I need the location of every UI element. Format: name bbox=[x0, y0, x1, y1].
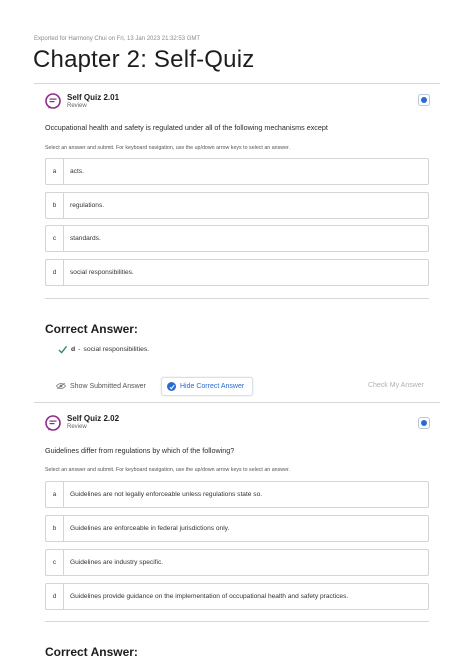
check-icon bbox=[58, 345, 67, 354]
quiz-card-2 bbox=[34, 404, 440, 636]
option-c[interactable] bbox=[45, 549, 429, 576]
option-text: standards. bbox=[70, 235, 101, 242]
option-text: Guidelines provide guidance on the implementation of occupational health and safety practices. bbox=[70, 593, 349, 600]
export-line: Exported for Harmony Chui on Fri, 13 Jan 2023 21:32:53 GMT bbox=[34, 36, 201, 42]
page-title: Chapter 2: Self-Quiz bbox=[33, 46, 255, 73]
eye-icon bbox=[56, 382, 66, 390]
answer-actions bbox=[34, 377, 440, 397]
instructions-text: Select an answer and submit. For keyboard navigation, use the up/down arrow keys to select an answer. bbox=[45, 145, 290, 151]
quiz-title: Self Quiz 2.02 bbox=[67, 414, 120, 423]
divider bbox=[45, 298, 429, 299]
option-text: Guidelines are industry specific. bbox=[70, 559, 164, 566]
correct-answer-text: social responsibilities. bbox=[83, 346, 150, 353]
option-text: social responsibilities. bbox=[70, 269, 134, 276]
question-text: Guidelines differ from regulations by which of the following? bbox=[45, 446, 235, 455]
question-text: Occupational health and safety is regulated under all of the following mechanisms except bbox=[45, 123, 328, 132]
option-a[interactable] bbox=[45, 481, 429, 508]
option-b[interactable] bbox=[45, 192, 429, 219]
hide-correct-answer-label: Hide Correct Answer bbox=[180, 383, 245, 390]
check-icon bbox=[167, 382, 176, 391]
show-submitted-answer-label: Show Submitted Answer bbox=[70, 382, 146, 390]
option-c[interactable] bbox=[45, 225, 429, 252]
chat-quiz-icon bbox=[45, 415, 61, 431]
show-submitted-answer-button[interactable] bbox=[56, 382, 146, 390]
instructions-text: Select an answer and submit. For keyboard navigation, use the up/down arrow keys to select an answer. bbox=[45, 467, 290, 473]
option-letter: d bbox=[46, 260, 64, 285]
option-b[interactable] bbox=[45, 515, 429, 542]
quiz-title: Self Quiz 2.01 bbox=[67, 93, 120, 102]
quiz-subtitle: Review bbox=[67, 103, 87, 109]
option-letter: b bbox=[46, 193, 64, 218]
chat-quiz-icon bbox=[45, 93, 61, 109]
option-letter: d bbox=[46, 584, 64, 609]
bookmark-dot-icon[interactable] bbox=[418, 94, 430, 106]
option-text: Guidelines are enforceable in federal jurisdictions only. bbox=[70, 525, 230, 532]
option-text: acts. bbox=[70, 168, 84, 175]
correct-answer-heading: Correct Answer: bbox=[45, 645, 138, 659]
hide-correct-answer-button[interactable] bbox=[161, 377, 253, 396]
check-my-answer-button[interactable]: Check My Answer bbox=[367, 382, 424, 389]
option-a[interactable] bbox=[45, 158, 429, 185]
option-text: regulations. bbox=[70, 202, 105, 209]
option-letter: c bbox=[46, 550, 64, 575]
correct-answer bbox=[58, 345, 149, 354]
quiz-card-1 bbox=[34, 84, 440, 299]
option-d[interactable] bbox=[45, 259, 429, 286]
option-letter: a bbox=[46, 159, 64, 184]
divider bbox=[45, 621, 429, 622]
correct-answer-letter: d bbox=[71, 346, 76, 353]
bookmark-dot-icon[interactable] bbox=[418, 417, 430, 429]
correct-answer-heading: Correct Answer: bbox=[45, 322, 138, 336]
option-text: Guidelines are not legally enforceable unless regulations state so. bbox=[70, 491, 263, 498]
option-letter: a bbox=[46, 482, 64, 507]
option-d[interactable] bbox=[45, 583, 429, 610]
option-letter: c bbox=[46, 226, 64, 251]
quiz-subtitle: Review bbox=[67, 424, 87, 430]
correct-answer-separator: - bbox=[78, 346, 81, 353]
divider bbox=[34, 402, 440, 403]
option-letter: b bbox=[46, 516, 64, 541]
